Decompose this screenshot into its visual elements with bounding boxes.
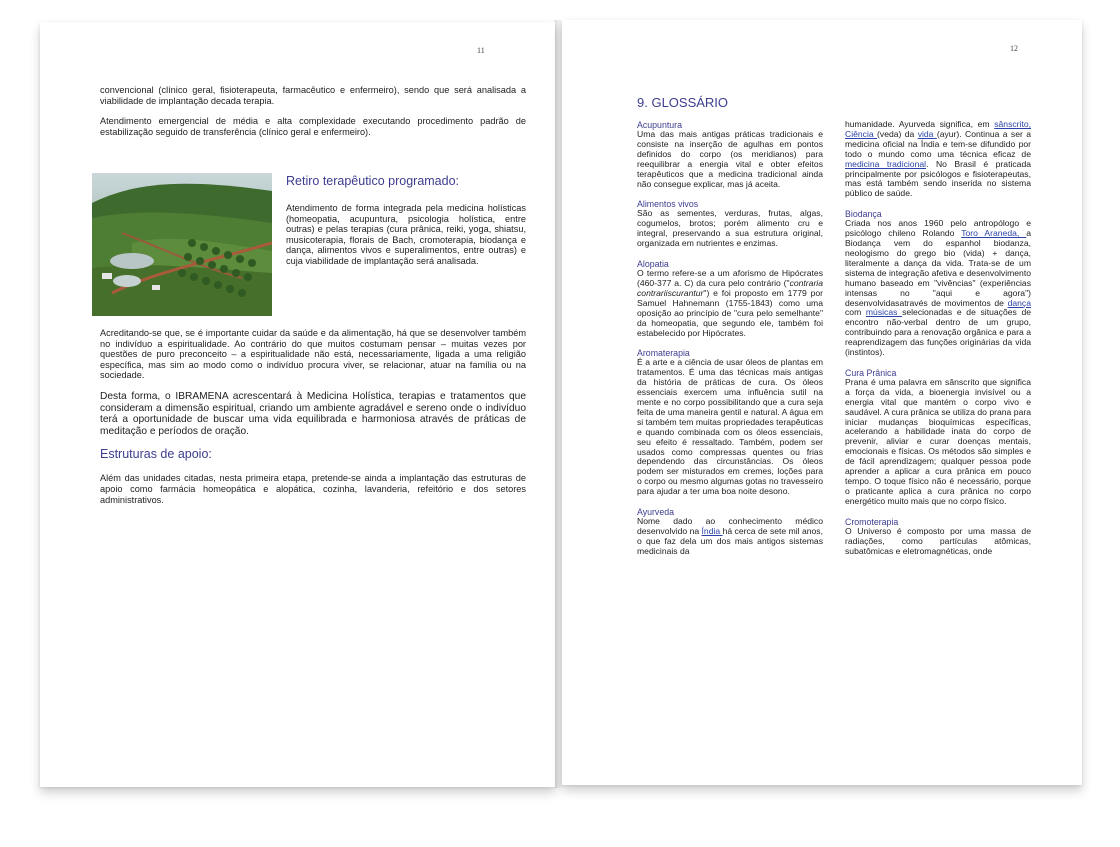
paragraph: Atendimento de forma integrada pela medicina holísticas (homeopatia, acupuntura, psicologia holística, entre outras) e pelas terapias (cura prânica, reiki, yoga, shiatsu, musicoterapia, florais de Bach, cromoterapia, biodança e dança, alimentos vivos e superalimentos, entre outras) e cuja viabilidade de implantação será analisada. (286, 203, 526, 266)
glossary-column-1 (637, 120, 823, 567)
paragraph: Desta forma, o IBRAMENA acrescentará à Medicina Holística, terapias e tratamentos que consideram a dimensão espiritual, criando um ambiente agradável e sereno onde o indivíduo terá a oportunidade de buscar uma vida equilibrada e harmoniosa através de práticas de meditação e períodos de oração. (100, 390, 526, 437)
section-heading: Retiro terapêutico programado: (286, 174, 460, 188)
definition-text: há cerca de sete mil anos, o que faz dela um dos mais antigos sistemas medicinais da (637, 526, 823, 556)
glossary-definition: São as sementes, verduras, frutas, algas, cogumelos, brotos; porém alimento cru e integral, preservando a sua estrutura original, organizada em nutrientes e enzimas. (637, 208, 823, 249)
right-page (562, 20, 1082, 785)
retiro-section (286, 173, 526, 277)
link-toro-araneda[interactable]: Toro Araneda, (961, 228, 1027, 239)
glossary-term: Aromaterapia (637, 348, 690, 359)
page-number: 11 (477, 46, 485, 55)
glossary-definition: Prana é uma palavra em sânscrito que significa a força da vida, a bioenergia invisível ou a energia vital que mantém o corpo vivo e saudável. A cura prânica se utiliza do prana para iniciar mudanças bioquímicas específicas, acelerando a habilidade inata do corpo de prevenir, aliviar e curar doenças mentais, emocionais e físicas. Os métodos são simples e de fácil aprendizagem; qualquer pessoa pode aprender a aplicar a cura prânica em pouco tempo. O toque físico não é necessário, porque o praticante aplica a cura prânica no corpo energético muito mais que no corpo físico. (845, 376, 1031, 506)
definition-text: (veda) da (877, 128, 918, 139)
latin-quote: contraria contrariiscurantur (637, 277, 823, 298)
definition-text: (ayur). Continua a ser a medicina oficial na Índia e tem-se difundido por todo o mundo como uma técnica eficaz de (845, 128, 1032, 159)
paragraph: Além das unidades citadas, nesta primeira etapa, pretende-se ainda a implantação das estruturas de apoio como farmácia homeopática e alopática, cozinha, lavanderia, refeitório e dos setores administrativos. (100, 473, 526, 505)
paragraph: convencional (clínico geral, fisioterapeuta, farmacêutico e enfermeiro), sendo que será analisada a viabilidade de implantação decada terapia. (100, 85, 526, 106)
landscape-photo (92, 173, 272, 316)
definition-text: Nome dado ao conhecimento médico desenvolvido na (637, 516, 823, 536)
glossary-term: Alopatia (637, 259, 669, 270)
link-danca[interactable]: dança (1007, 297, 1031, 308)
paragraph: Atendimento emergencial de média e alta complexidade executando procedimento padrão de estabilização seguido de transferência (clínico geral e enfermeiro). (100, 116, 526, 137)
glossary-term: Biodança (845, 209, 882, 220)
definition-text: ") e foi proposto em 1779 por Samuel Hahnemann (1755-1843) como uma oposição ao princípio de "cura pelo semelhante" da homeopatia, que segundo ele, também foi estabelecido por Hipócrates. (637, 287, 823, 338)
definition-text: . No Brasil é praticada principalmente por psicólogos e fisioterapeutas, mas está também sendo inserida no sistema público de saúde. (845, 158, 1032, 199)
link-medicina-tradicional[interactable]: medicina tradicional (845, 158, 927, 169)
left-page-top-text (100, 85, 526, 147)
definition-text: Criada nos anos 1960 pelo antropólogo e psicólogo chileno Rolando (845, 218, 1031, 239)
glossary-term: Cura Prânica (845, 367, 897, 378)
link-sanscrito-ciencia[interactable]: sânscrito, Ciência (845, 119, 1031, 139)
glossary-term: Acupuntura (637, 120, 682, 130)
link-vida[interactable]: vida (917, 128, 937, 139)
link-india[interactable]: Índia (701, 526, 723, 536)
glossary-term: Cromoterapia (845, 516, 899, 527)
glossary-term: Alimentos vivos (637, 199, 699, 210)
left-page-lower-text (100, 328, 526, 515)
glossary-title: 9. GLOSSÁRIO (637, 95, 729, 110)
glossary-term: Ayurveda (637, 507, 675, 518)
glossary-definition: O Universo é composto por uma massa de radiações, como partículas atômicas, subatômicas e eletromagnéticas, onde (845, 525, 1031, 556)
definition-text: O termo refere-se a um aforismo de Hipócrates (460-377 a. C) da cura pelo contrário (" (637, 268, 823, 288)
link-musicas[interactable]: músicas (865, 307, 903, 318)
paragraph: Acreditando-se que, se é importante cuidar da saúde e da alimentação, há que se desenvolver também no indivíduo a espiritualidade. Ao contrário do que muitos costumam pensar – muitas vezes por questões de puro preconceito – a espiritualidade não está, necessariamente, ligada a uma religião específica, mas sim ao modo como o indivíduo procura viver, se relacionar, atuar na família ou na sociedade. (100, 328, 526, 381)
glossary-column-2 (845, 120, 1031, 566)
definition-text: a Biodança vem do espanhol biodanza, neologismo do grego bio (vida) + dança, literalmente a dança da vida. Trata-se de um sistema de integração afetiva e desenvolvimento humano baseado em "vivências" (experiências intensas no "aqui e agora") desenvolvidasatravés de movimentos de (845, 228, 1031, 308)
definition-text: selecionadas e de situações de encontro não-verbal dentro de um grupo, contribuindo para a renovação orgânica e para a reaprendizagem das funções originárias da vida (instintos). (845, 307, 1032, 358)
definition-text: humanidade. Ayurveda significa, em (845, 119, 995, 129)
glossary-definition (845, 219, 1031, 358)
definition-text: com (845, 307, 866, 318)
glossary-definition (845, 120, 1031, 199)
glossary-definition: Uma das mais antigas práticas tradicionais e consiste na inserção de agulhas em pontos definidos do corpo (os meridianos) para reequilibrar a energia vital e obter efeitos terapêuticos que a medicina tradicional ainda não consegue explicar, mas já aceita. (637, 129, 823, 189)
glossary-definition (637, 269, 823, 338)
left-page (40, 22, 555, 787)
page-number: 12 (1010, 44, 1018, 53)
section-heading: Estruturas de apoio: (100, 447, 212, 462)
glossary-definition (637, 517, 823, 557)
glossary-definition: É a arte e a ciência de usar óleos de plantas em tratamentos. É uma das técnicas mais antigas da história de práticas de cura. Os óleos essenciais exercem uma influência sutil na mente e no corpo possibilitando que a cura seja feita de uma maneira gentil e natural. A água em si também tem muitas propriedades terapêuticas e quando combinada com os óleos essenciais, seu efeito é ressaltado. Também, podem ser usados como compressas quentes ou frias dependendo das circunstâncias. Os óleos podem ser misturados em cremes, loções para o corpo ou mesmo algumas gotas no travesseiro para ajudar a ter uma boa noite desono. (637, 357, 823, 497)
